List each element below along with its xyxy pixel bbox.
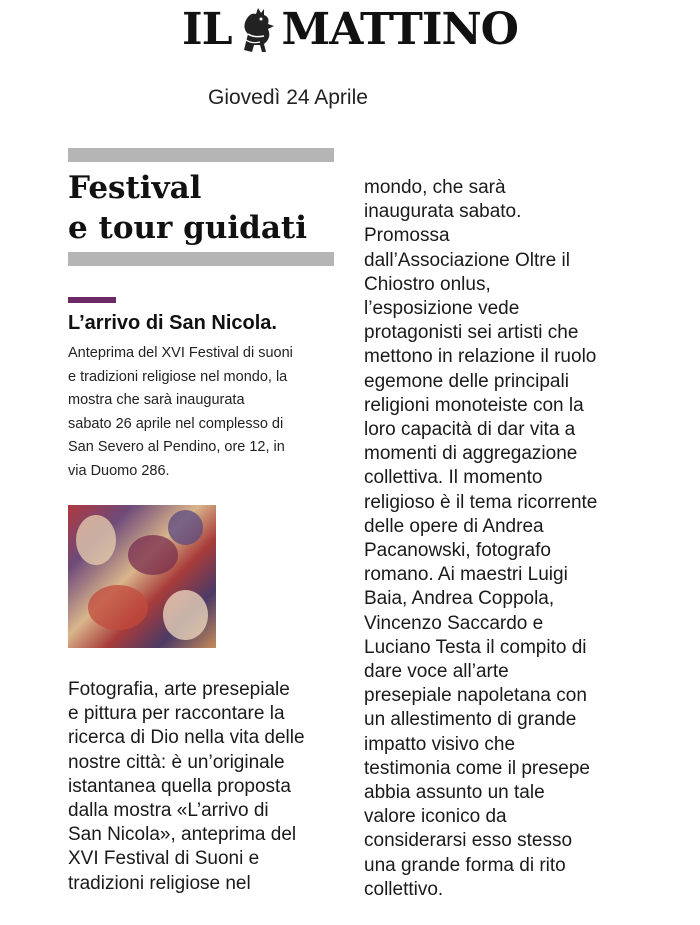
body-line: una grande forma di rito xyxy=(364,854,566,876)
body-line: un allestimento di grande xyxy=(364,709,577,731)
lead-line: sabato 26 aprile nel complesso di xyxy=(68,415,284,432)
body-line: inaugurata sabato. xyxy=(364,201,522,223)
rooster-icon xyxy=(234,4,280,56)
body-line: momenti di aggregazione xyxy=(364,443,578,465)
body-line: nostre città: è un’originale xyxy=(68,751,285,773)
body-line: ricerca di Dio nella vita delle xyxy=(68,727,305,749)
body-line: l’esposizione vede xyxy=(364,298,520,320)
body-line: religioni monoteiste con la xyxy=(364,394,584,416)
body-line: mettono in relazione il ruolo xyxy=(364,346,597,368)
article-body-left-column xyxy=(68,678,340,896)
body-line: protagonisti sei artisti che xyxy=(364,322,579,344)
headline-line: Festival xyxy=(68,170,202,206)
body-line: e pittura per raccontare la xyxy=(68,703,285,725)
lead-line: Anteprima del XVI Festival di suoni xyxy=(68,345,293,361)
lead-line: San Severo al Pendino, ore 12, in xyxy=(68,439,285,455)
article-body-right-column xyxy=(364,176,634,902)
body-line: abbia assunto un tale xyxy=(364,782,545,804)
body-line: Luciano Testa il compito di xyxy=(364,636,587,658)
lead-line: mostra che sarà inaugurata xyxy=(68,392,245,408)
body-line: religioso è il tema ricorrente xyxy=(364,491,598,513)
body-line: San Nicola», anteprima del xyxy=(68,824,297,846)
body-line: Pacanowski, fotografo xyxy=(364,540,551,562)
body-line: valore iconico da xyxy=(364,806,507,828)
article-lead xyxy=(68,342,340,483)
masthead-mattino: MATTINO xyxy=(281,4,518,55)
subhead-accent-bar xyxy=(68,297,116,303)
body-line: tradizioni religiose nel xyxy=(68,872,251,894)
masthead xyxy=(160,4,540,56)
headline-rule-bottom xyxy=(68,252,334,266)
body-line: istantanea quella proposta xyxy=(68,775,291,797)
body-line: Chiostro onlus, xyxy=(364,273,491,295)
body-line: dalla mostra «L’arrivo di xyxy=(68,800,269,822)
body-line: romano. Ai maestri Luigi xyxy=(364,564,568,586)
body-line: egemone delle principali xyxy=(364,370,569,392)
body-line: dall’Associazione Oltre il xyxy=(364,249,570,271)
body-line: presepiale napoletana con xyxy=(364,685,587,707)
lead-line: e tradizioni religiose nel mondo, la xyxy=(68,368,288,385)
body-line: testimonia come il presepe xyxy=(364,757,590,779)
body-line: Vincenzo Saccardo e xyxy=(364,612,544,634)
headline-rule-top xyxy=(68,148,334,162)
body-line: Promossa xyxy=(364,225,450,247)
section-headline xyxy=(68,168,338,248)
body-line: collettivo. xyxy=(364,878,444,900)
body-line: loro capacità di dar vita a xyxy=(364,419,576,441)
body-line: XVI Festival di Suoni e xyxy=(68,848,260,870)
body-line: impatto visivo che xyxy=(364,733,516,755)
body-line: mondo, che sarà xyxy=(364,177,506,198)
body-line: Fotografia, arte presepiale xyxy=(68,679,290,700)
body-line: Baia, Andrea Coppola, xyxy=(364,588,555,610)
issue-date: Giovedì 24 Aprile xyxy=(208,86,368,109)
body-line: delle opere di Andrea xyxy=(364,515,544,537)
masthead-il: IL xyxy=(181,4,232,55)
body-line: dare voce all’arte xyxy=(364,661,509,683)
article-photo xyxy=(68,505,216,648)
headline-line: e tour guidati xyxy=(68,210,308,246)
lead-line: via Duomo 286. xyxy=(68,462,170,479)
article-subhead: L’arrivo di San Nicola. xyxy=(68,312,277,334)
body-line: considerarsi esso stesso xyxy=(364,830,573,852)
body-line: collettiva. Il momento xyxy=(364,467,543,489)
